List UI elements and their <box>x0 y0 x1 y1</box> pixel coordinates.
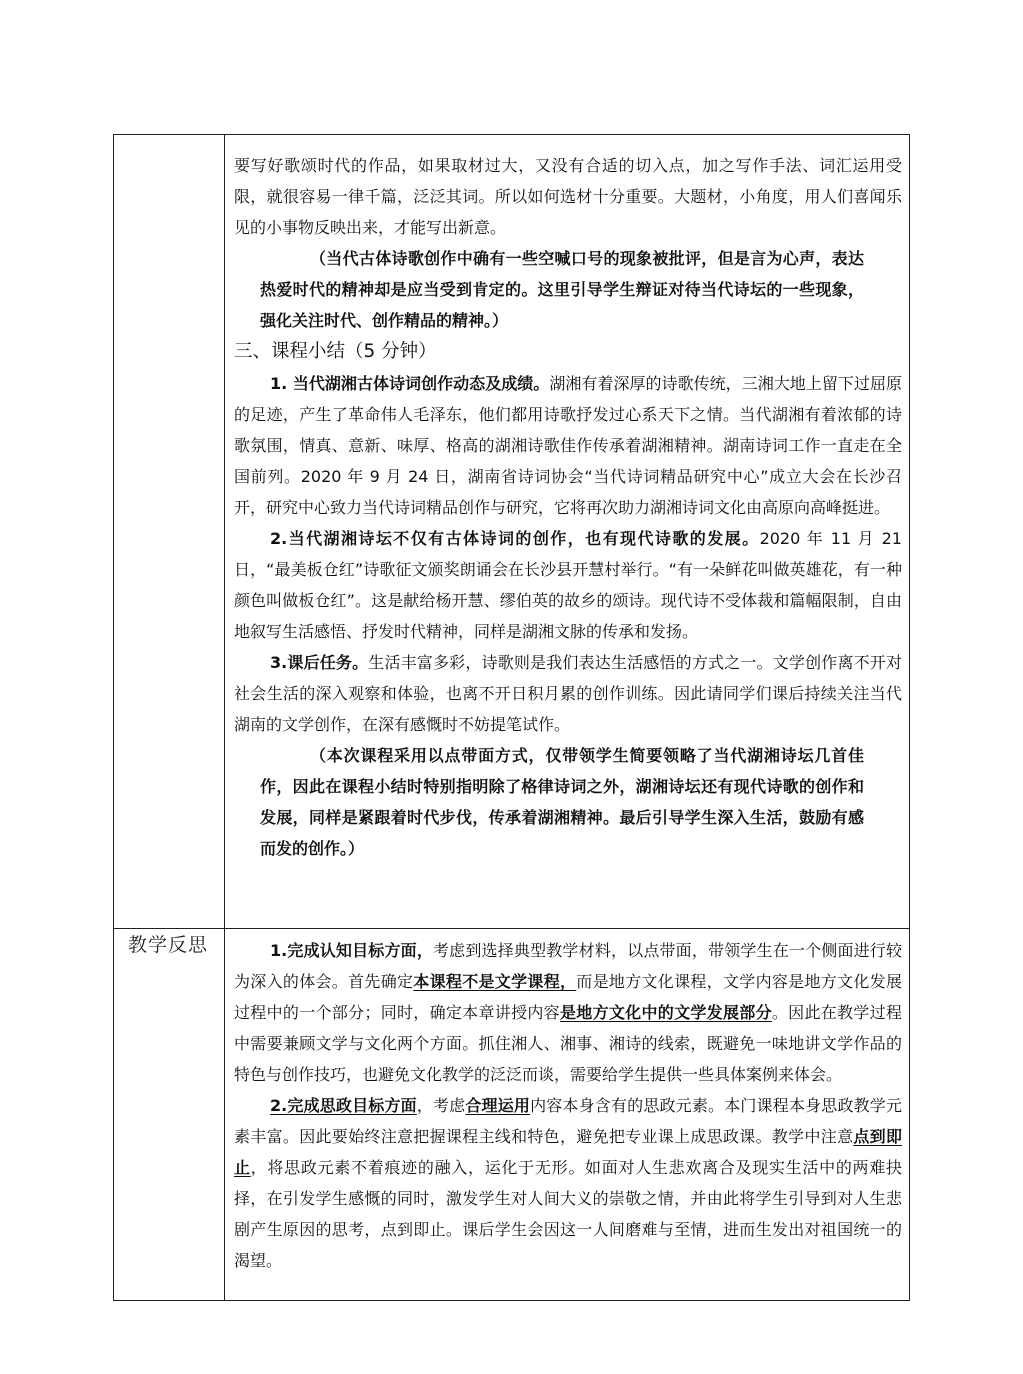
summary-1-title: 1. 当代湖湘古体诗词创作动态及成绩。 <box>270 374 550 393</box>
reflection-paragraph-2: 2.完成思政目标方面，考虑合理运用内容本身含有的思政元素。本门课程本身思政教学元素丰富。因此要始终注意把握课程主线和特色，避免把专业课上成思政课。教学中注意点到即止，将思政元素不着痕迹的融入，运化于无形。如面对人生悲欢离合及现实生活中的两难抉择，在引发学生感慨的同时，激发学生对人间大义的崇敬之情，并由此将学生引导到对人生悲剧产生原因的思考，点到即止。课后学生会因这一人间磨难与至情，进而生发出对祖国统一的渴望。 <box>234 1096 902 1270</box>
section-heading: 三、课程小结（5 分钟） <box>234 341 437 362</box>
row-divider <box>113 928 910 929</box>
summary-2-title: 2.当代湖湘诗坛不仅有古体诗词的创作，也有现代诗歌的发展。 <box>270 529 760 548</box>
reflection-2-title: 2.完成思政目标方面 <box>270 1096 417 1115</box>
lesson-content-cell <box>234 150 902 864</box>
intro-paragraph: 要写好歌颂时代的作品，如果取材过大，又没有合适的切入点，加之写作手法、词汇运用受限，就很容易一律千篇，泛泛其词。所以如何选材十分重要。大题材，小角度，用人们喜闻乐见的小事物反映出来，才能写出新意。 <box>234 156 902 237</box>
reflection-label: 教学反思 <box>128 934 209 956</box>
summary-paragraph-1: 1. 当代湖湘古体诗词创作动态及成绩。湖湘有着深厚的诗歌传统，三湘大地上留下过屈原的足迹，产生了革命伟人毛泽东，他们都用诗歌抒发过心系天下之情。当代湖湘有着浓郁的诗歌氛围，情真、意新、味厚、格高的湖湘诗歌佳作传承着湖湘精神。湖南诗词工作一直走在全国前列。2020 年 9 月 24 日，湖南省诗词协会“当代诗词精品研究中心”成立大会在长沙召开，研究中心致力当代诗词精品创作与研究，它将再次助力湖湘诗词文化由高原向高峰挺进。 <box>234 374 902 517</box>
summary-paragraph-2: 2.当代湖湘诗坛不仅有古体诗词的创作，也有现代诗歌的发展。2020 年 11 月 21 日，“最美板仓红”诗歌征文颁奖朗诵会在长沙县开慧村举行。“有一朵鲜花叫做英雄花，有一种颜色叫做板仓红”。这是献给杨开慧、缪伯英的故乡的颂诗。现代诗不受体裁和篇幅限制，自由地叙写生活感悟、抒发时代精神，同样是湖湘文脉的传承和发扬。 <box>234 529 902 641</box>
reflection-paragraph-1: 1.完成认知目标方面，考虑到选择典型教学材料，以点带面，带领学生在一个侧面进行较为深入的体会。首先确定本课程不是文学课程，而是地方文化课程，文学内容是地方文化发展过程中的一个部分；同时，确定本章讲授内容是地方文化中的文学发展部分。因此在教学过程中需要兼顾文学与文化两个方面。抓住湘人、湘事、湘诗的线索，既避免一味地讲文学作品的特色与创作技巧，也避免文化教学的泛泛而谈，需要给学生提供一些具体案例来体会。 <box>234 941 902 1084</box>
reflection-1-title: 1.完成认知目标方面， <box>270 941 433 960</box>
teacher-note-2: （本次课程采用以点带面方式，仅带领学生简要领略了当代湖湘诗坛几首佳作，因此在课程小结时特别指明除了格律诗词之外，湖湘诗坛还有现代诗歌的创作和发展，同样是紧跟着时代步伐，传承着湖湘精神。最后引导学生深入生活，鼓励有感而发的创作。） <box>260 746 864 858</box>
reflection-content-cell <box>234 935 902 1276</box>
summary-paragraph-3: 3.课后任务。生活丰富多彩，诗歌则是我们表达生活感悟的方式之一。文学创作离不开对社会生活的深入观察和体验，也离不开日积月累的创作训练。因此请同学们课后持续关注当代湖南的文学创作，在深有感慨时不妨提笔试作。 <box>234 653 902 734</box>
summary-3-title: 3.课后任务。 <box>270 653 369 672</box>
teacher-note-1: （当代古体诗歌创作中确有一些空喊口号的现象被批评，但是言为心声，表达热爱时代的精神却是应当受到肯定的。这里引导学生辩证对待当代诗坛的一些现象，强化关注时代、创作精品的精神。） <box>260 249 864 330</box>
column-divider <box>224 134 225 1301</box>
